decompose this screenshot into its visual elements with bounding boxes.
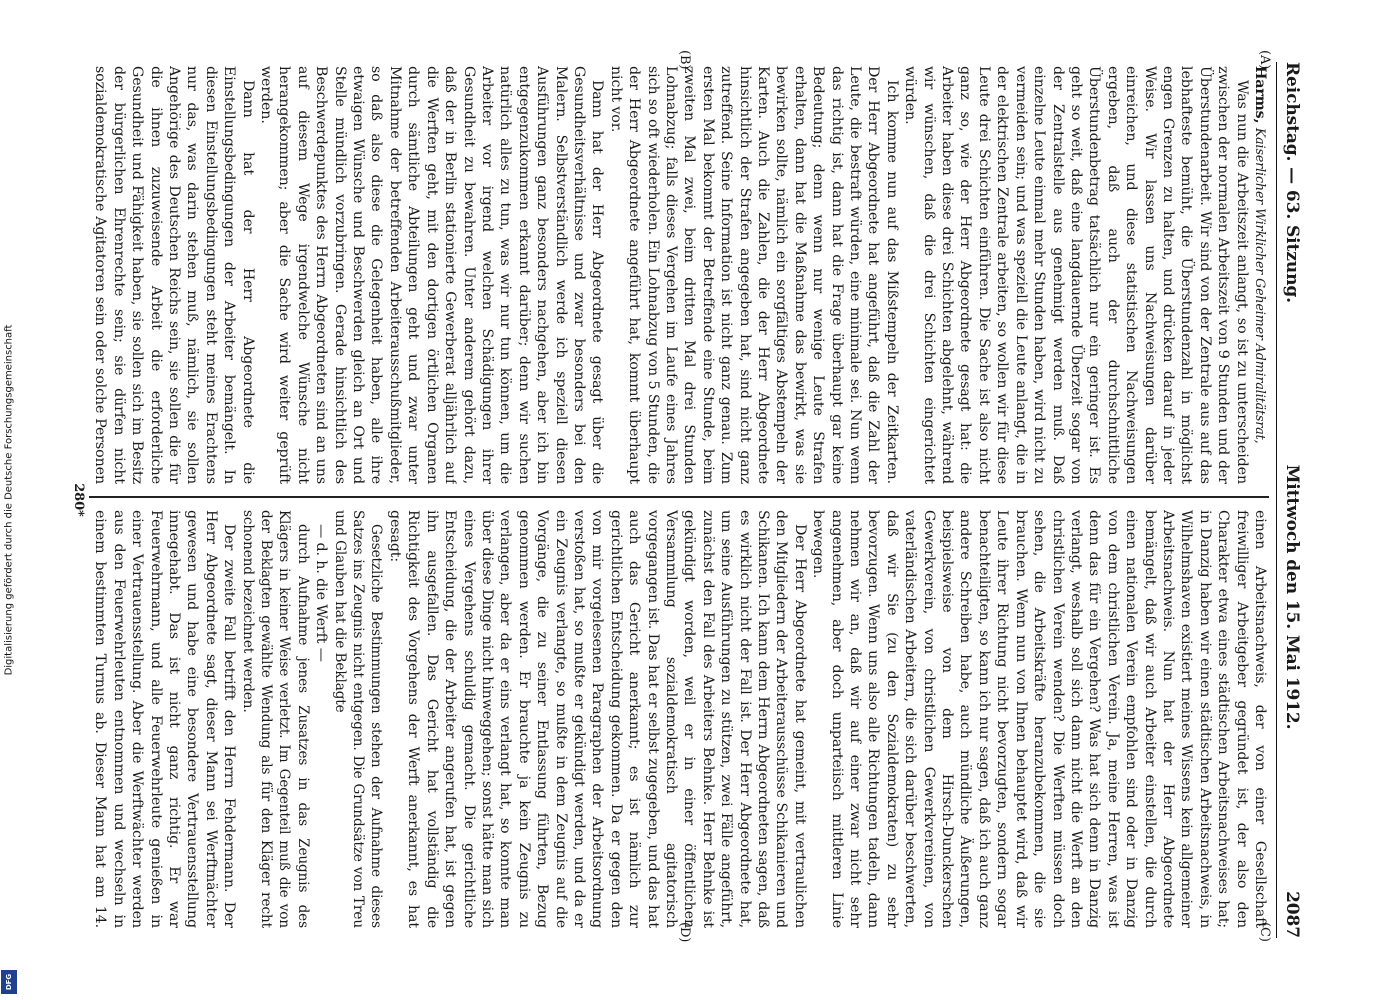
quote-interjection: — d. h. die Werft — [313,524,330,662]
page-footer-mark: 280* [71,483,86,517]
header-left: Reichstag. — 63. Sitzung. [1282,62,1303,303]
digitization-note: Digitalisierung gefördert durch die Deutsche Forschungsgemeinschaft [3,324,15,676]
quote: Gesetzliche Bestimmungen stehen der Aufnahme dieses Satzes ins Zeugnis nicht entgegen. Die Grundsätze von Treu und Glauben hat die Beklagte [331,510,385,928]
paragraph: Ich komme nun auf das Mißstempeln der Zeitkarten. Der Herr Abgeordnete hat angeführt, daß die Zahl der Leute, die bestraft würden, eine minimale sei. Nun wenn das richtig ist, dann hat die Frage überhaupt gar keine Bedeutung; denn wenn nur wenige Leute Strafen erhalten, dann hat die Maßnahme das bewirkt, was sie bewirken sollte, nämlich ein sorgfältiges Abstempeln der Karten. Auch die Zahlen, die der Herr Abgeordnete hinsichtlich der Strafen angegeben hat, sind nicht ganz zutreffend. Seine Information ist nicht ganz genau. Zum ersten Mal bekommt der Betreffende eine Stunde, beim zweiten Mal zwei, beim dritten Mal drei Stunden Lohnabzug; falls dieses Vergehen im Laufe eines Jahres sich so oft wiederholen. Ein Lohnabzug von 5 Stunden, die der Herr Abgeordnete angeführt hat, kommt überhaupt nicht vor. [607,66,900,484]
paragraph: Dann hat der Herr Abgeordnete die Einstellungsbedingungen der Arbeiter bemängelt. In diesen Einstellungsbedingungen steht meines Erachtens nur das, was darin stehen muß, nämlich, sie sollen Angehörige des Deutschen Reichs sein, sie sollen die für die ihnen zuzuweisende Arbeit die erforderliche Gesundheit und Fähigkeit haben, sie sollen sich im Besitz der bürgerlichen Ehrenrechte sein; sie dürfen nicht sozialdemokratische Agitatoren sein oder solche Personen [92,66,256,484]
dfg-logo-text: DFG [5,973,13,991]
scanned-page [68,50,1313,950]
left-column [89,66,1269,484]
margin-marker-d: (D) [677,922,692,943]
margin-marker-a: (A) [1257,50,1272,70]
speaker-rank: Kaiserlicher Wirklicher Geheimer Admiralitätsrat, [1253,127,1268,444]
column-divider [89,496,1269,498]
header-date: Mittwoch den 15. Mai 1912. [1282,464,1303,730]
right-column [89,510,1269,928]
rotated-page [68,50,1313,950]
page-number: 2087 [1282,891,1303,938]
paragraph: Der zweite Fall betrifft den Herrn Fehdermann. Der Herr Abgeordnete sagt, dieser Mann sei Werftmächter gewesen und habe eine besondere Vertrauensstellung innegehabt. Das ist nicht ganz richtig. Er war Feuerwehrmann, und alle Feuerwehrleute genießen in einer Vertrauensstellung. Aber die Werftwächter werden aus den Feuerwehrleuten entnommen und wechseln in einem bestimmten Turnus ab. Dieser Mann hat am 14. [92,510,238,928]
paragraph: Dann hat der Herr Abgeordnete gesagt über die Gesundheitsverhältnisse und zwar besonders bei den Malern. Selbstverständlich werde ich speziell diesen Ausführungen ganz besonders nachgehen, aber ich bin entgegenzukommen erkannt darüber; denn wir suchen natürlich alles zu tun, was wir nur tun können, um die Arbeiter vor irgend welchen Schädigungen ihrer Gesundheit zu bewahren. Unter anderem gehört dazu, daß der in Berlin stationierte Gewerberat alljährlich auf die Werften geht, mit den dortigen örtlichen Organen durch sämtliche Abteilungen geht und zwar unter Mitnahme der betreffenden Arbeiterausschußmitglieder, so daß also diese die Gelegenheit haben, alle ihre etwaigen Wünsche und Beschwerden gleich an Ort und Stelle mündlich vorzubringen. Gerade hinsichtlich des Beschwerdepunktes des Herrn Abgeordneten sind an uns auf diesem Wege irgendwelche Wünsche nicht herangekommen; aber die Sache wird weiter geprüft werden. [258,66,606,484]
quote: durch Aufnahme jenes Zusatzes in das Zeugnis des Klägers in keiner Weise verletzt. Im Gegenteil muß die von der Beklagten gewählte Wendung als für den Kläger recht schonend bezeichnet werden. [239,510,311,928]
paragraph: Der Herr Abgeordnete hat gemeint, mit vertraulichen den Mitgliedern der Arbeiterausschüsse Schikanieren und Schikanen. Ich kann dem Herrn Abgeordneten sagen, daß es wirklich nicht der Fall ist. Der Herr Abgeordnete hat, um seine Ausführungen zu stützen, zwei Fälle angeführt, zunächst den Fall des Arbeiters Behnke. Herr Behnke ist gekündigt worden, weil er in einer öffentlichen Versammlung sozialdemokratisch agitatorisch vorgegangen ist. Das hat er selbst zugegeben, und das hat auch das Gericht anerkannt; es ist nämlich zur gerichtlichen Entscheidung gekommen. Da er gegen den von mir vorgelesenen Paragraphen der Arbeitsordnung verstoßen hat, so mußte er gekündigt werden, und da er ein Zeugnis verlangte, so mußte in dem Zeugnis auf die Vorgänge, die zu seiner Entlassung führten, Bezug genommen werden. Er brauchte ja kein Zeugnis zu verlangen, aber da er eins verlangt hat, so konnte man über diese Dinge nicht hinweggehen; sonst hätte man sich eines Vergehens schuldig gemacht. Die gerichtliche Entscheidung, die der Arbeiter angerufen hat, ist gegen ihn ausgefallen. Das Gericht hat vollständig die Richtigkeit des Vorgehens der Werft anerkannt, es hat gesagt: [386,510,808,928]
paragraph: Was nun die Arbeitszeit anlangt, so ist zu unterscheiden zwischen der normalen Arbeitszeit von 9 Stunden und der Überstundenarbeit. Wir sind von der Zentrale aus auf das lebhafteste bemüht, die Überstundenzahl in möglichst engen Grenzen zu halten, und drücken darauf in jeder Weise. Wir lassen uns Nachweisungen darüber einreichen, und diese statistischen Nachweisungen ergeben, daß auch der durchschnittliche Überstundenbetrag tatsächlich nur ein geringer ist. Es geht so weit, daß eine langdauernde Überzeit sogar von der Zentralstelle aus genehmigt werden muß. Daß einzelne Leute einmal mehr Stunden haben, wird nicht zu vermeiden sein; und was speziell die Leute anlangt, die in der elektrischen Zentrale arbeiten, so wollen wir für diese Leute drei Schichten einführen. Die Sache ist also nicht ganz so, wie der Herr Abgeordnete gesagt hat: die Arbeiter haben diese drei Schichten abgelehnt, während wir wünschen, daß die drei Schichten eingerichtet würden. [902,66,1250,484]
speaker-name: Harms, [1252,66,1268,124]
speaker-line [1251,66,1269,484]
page-header [1276,62,1307,938]
paragraph: einen Arbeitsnachweis, der von einer Gesellschaft freiwilliger Arbeitgeber gegründet ist, der also den Charakter etwa eines städtischen Arbeitsnachweises hat; in Danzig haben wir einen städtischen Arbeitsnachweis, in Wilhelmshaven existiert meines Wissens kein allgemeiner Arbeitsnachweis. Nun hat der Herr Abgeordnete bemängelt, daß wir auch Arbeiter einstellen, die durch einen nationalen Verein empfohlen sind oder in Danzig von dem christlichen Verein. Ja, meine Herren, was ist denn das für ein Vergehen? Was hat sich denn in Danzig verlangt, weshalb soll sich dann nicht die Werft an den christlichen Verein wenden? Die Werften müssen doch sehen, die Arbeitskräfte heranzubekommen, die sie brauchen. Wenn nun von Ihnen behauptet wird, daß wir Leute ihrer Richtung nicht bevorzugten, sondern sogar benachteiligten, so kann ich nur sagen, daß ich auch ganz andere Schreiben habe, auch mündliche Äußerungen, beispielsweise von dem Hirsch-Dunckerschen Gewerkverein, von christlichen Gewerkvereinen, von vaterländischen Arbeitern, die sich darüber beschwerten, daß wir Sie (zu den Sozialdemokraten) zu sehr bevorzugen. Wenn uns also alle Richtungen tadeln, dann nehmen wir an, daß wir auf einer zwar nicht sehr angenehmen, aber doch unparteiisch mittleren Linie bewegen. [810,510,1268,928]
dfg-logo [1,970,17,994]
margin-marker-b: (B) [677,50,692,70]
digitization-sidebar [0,0,18,1000]
margin-marker-c: (C) [1257,922,1272,942]
